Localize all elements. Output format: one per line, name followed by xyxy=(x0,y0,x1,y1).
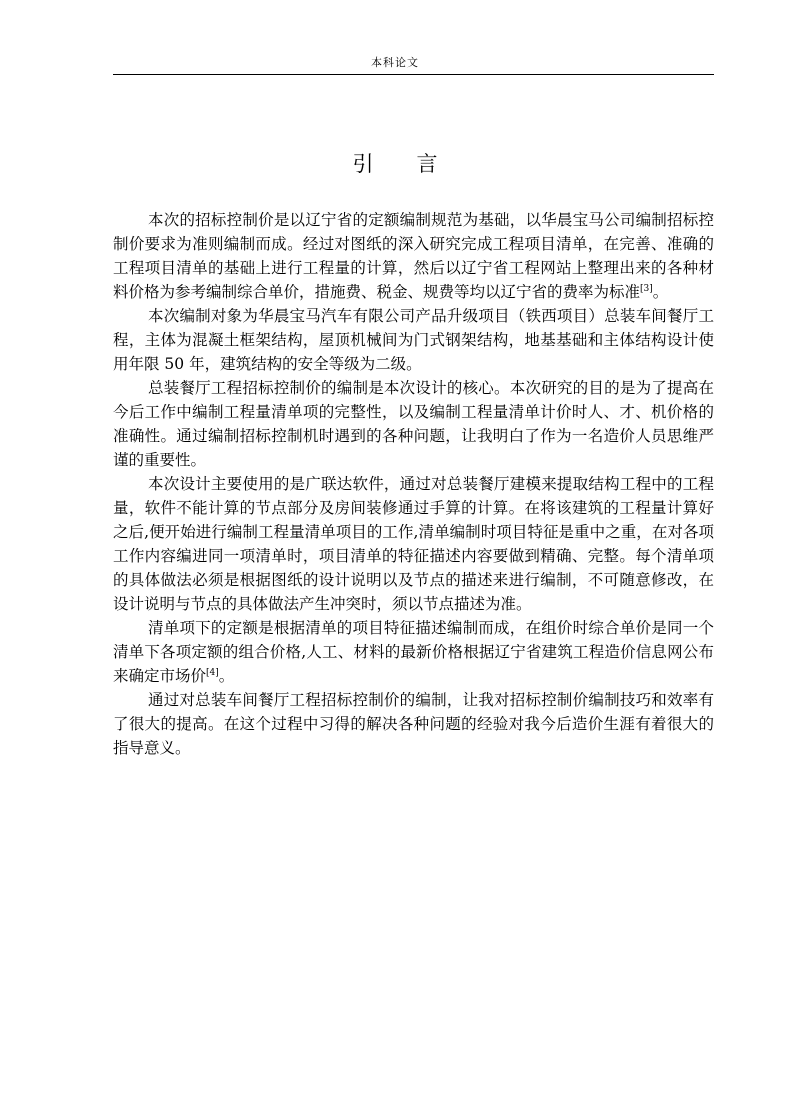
paragraph-6-text: 通过对总装车间餐厅工程招标控制价的编制，让我对招标控制价编制技巧和效率有了很大的提高。在这个过程中习得的解决各种问题的经验对我今后造价生涯有着很大的指导意义。 xyxy=(113,691,714,757)
paragraph-4-text: 本次设计主要使用的是广联达软件，通过对总装餐厅建模来提取结构工程中的工程量，软件不能计算的节点部分及房间装修通过手算的计算。在将该建筑的工程量计算好之后,便开始进行编制工程量清单项目的工作,清单编制时项目特征是重中之重，在对各项工作内容编进同一项清单时，项目清单的特征描述内容要做到精确、完整。每个清单项的具体做法必须是根据图纸的设计说明以及节点的描述来进行编制，不可随意修改，在设计说明与节点的具体做法产生冲突时，须以节点描述为准。 xyxy=(113,475,714,613)
page-title: 引言 xyxy=(352,152,481,176)
paragraph-5 xyxy=(113,616,714,688)
paragraph-4 xyxy=(113,472,714,616)
paragraph-6 xyxy=(113,688,714,760)
paragraph-2 xyxy=(113,304,714,376)
body-text xyxy=(113,208,714,760)
header-rule xyxy=(113,74,714,75)
paragraph-5-tail: 。 xyxy=(218,667,235,685)
paragraph-1 xyxy=(113,208,714,304)
running-header: 本科论文 xyxy=(371,56,419,69)
paragraph-2-text: 本次编制对象为华晨宝马汽车有限公司产品升级项目（铁西项目）总装车间餐厅工程，主体为混凝土框架结构，屋顶机械间为门式钢架结构，地基基础和主体结构设计使用年限 50 年，建筑结构的安全等级为二级。 xyxy=(113,307,714,373)
paragraph-1-tail: 。 xyxy=(652,283,669,301)
paragraph-3 xyxy=(113,376,714,472)
citation-4: [4] xyxy=(206,668,219,678)
paragraph-3-text: 总装餐厅工程招标控制价的编制是本次设计的核心。本次研究的目的是为了提高在今后工作中编制工程量清单项的完整性，以及编制工程量清单计价时人、才、机价格的准确性。通过编制招标控制机时遇到的各种问题，让我明白了作为一名造价人员思维严谨的重要性。 xyxy=(113,379,714,469)
paragraph-1-text: 本次的招标控制价是以辽宁省的定额编制规范为基础，以华晨宝马公司编制招标控制价要求为准则编制而成。经过对图纸的深入研究完成工程项目清单，在完善、准确的工程项目清单的基础上进行工程量的计算，然后以辽宁省工程网站上整理出来的各种材料价格为参考编制综合单价，措施费、税金、规费等均以辽宁省的费率为标准 xyxy=(113,211,714,301)
paragraph-5-text: 清单项下的定额是根据清单的项目特征描述编制而成，在组价时综合单价是同一个清单下各项定额的组合价格,人工、材料的最新价格根据辽宁省建筑工程造价信息网公布来确定市场价 xyxy=(113,619,714,685)
citation-3: [3] xyxy=(640,284,653,294)
